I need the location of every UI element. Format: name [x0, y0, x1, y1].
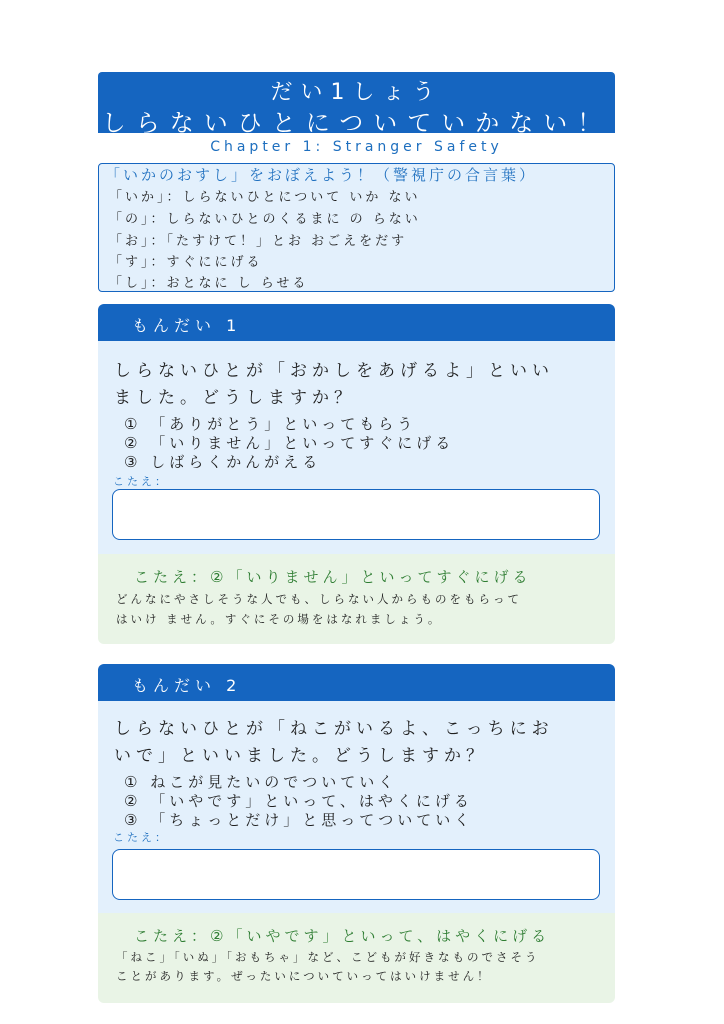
question-2-text-line1: しらないひとが「ねこがいるよ、こっちにお: [114, 719, 554, 739]
question-1-explanation-line1: どんなにやさしそうな人でも、しらない人からものをもらって: [116, 592, 522, 606]
question-1-explanation-line2: はいけ ません。すぐにその場をはなれましょう。: [116, 612, 443, 626]
chapter-subtitle: Chapter 1: Stranger Safety: [210, 139, 503, 155]
chapter-title: しらないひとについていかない！: [101, 109, 612, 137]
question-2-explanation-line2: ことがあります。ぜったいについていってはいけません！: [116, 969, 492, 983]
question-1-answer-title: こたえ：②「いりません」といってすぐにげる: [134, 568, 532, 586]
question-2-option-1: ① ねこが見たいのでついていく: [124, 773, 398, 791]
question-2-answer-label: こたえ：: [113, 831, 169, 844]
rule-line-no: 「の」：しらないひとのくるまに の らない: [109, 212, 421, 227]
rule-line-su: 「す」：すぐににげる: [109, 255, 263, 270]
question-2-answer-box: [98, 913, 615, 1003]
question-1-answer-field[interactable]: [112, 489, 600, 540]
ikanoosushi-rules-box: [98, 163, 615, 292]
question-1-answer-label: こたえ：: [113, 475, 169, 488]
question-2-header: [98, 664, 615, 701]
question-1-answer-box: [98, 554, 615, 644]
question-1-text-line1: しらないひとが「おかしをあげるよ」といい: [114, 361, 554, 381]
question-1-body: [98, 341, 615, 554]
question-2-answer-field[interactable]: [112, 849, 600, 900]
question-1-header: [98, 304, 615, 341]
question-2-option-3: ③ 「ちょっとだけ」と思ってついていく: [124, 811, 474, 829]
rules-title: 「いかのおすし」をおぼえよう！（警視庁の合言葉）: [105, 166, 538, 184]
question-2-heading: もんだい 2: [132, 676, 242, 695]
rule-line-shi: 「し」：おとなに し らせる: [109, 276, 309, 291]
chapter-number: だい1しょう: [270, 80, 443, 105]
question-2-explanation-line1: 「ねこ」「いぬ」「おもちゃ」など、こどもが好きなものでさそう: [116, 950, 540, 964]
question-1-option-3: ③ しばらくかんがえる: [124, 453, 322, 471]
rule-line-ika: 「いか」：しらないひとについて いか ない: [109, 190, 421, 205]
question-1-heading: もんだい 1: [132, 316, 242, 335]
question-1-text-line2: ました。どうしますか？: [114, 388, 356, 408]
question-2-body: [98, 701, 615, 913]
question-2-text-line2: いで」といいました。どうしますか？: [114, 746, 488, 766]
question-2-answer-title: こたえ：②「いやです」といって、はやくにげる: [134, 927, 551, 945]
question-2-option-2: ② 「いやです」といって、はやくにげる: [124, 792, 473, 810]
chapter-title-banner: [98, 72, 615, 137]
question-1-option-2: ② 「いりません」といってすぐにげる: [124, 434, 455, 452]
question-1-option-1: ① 「ありがとう」といってもらう: [124, 415, 417, 433]
rule-line-o: 「お」：「たすけて！」とお おごえをだす: [109, 234, 408, 249]
